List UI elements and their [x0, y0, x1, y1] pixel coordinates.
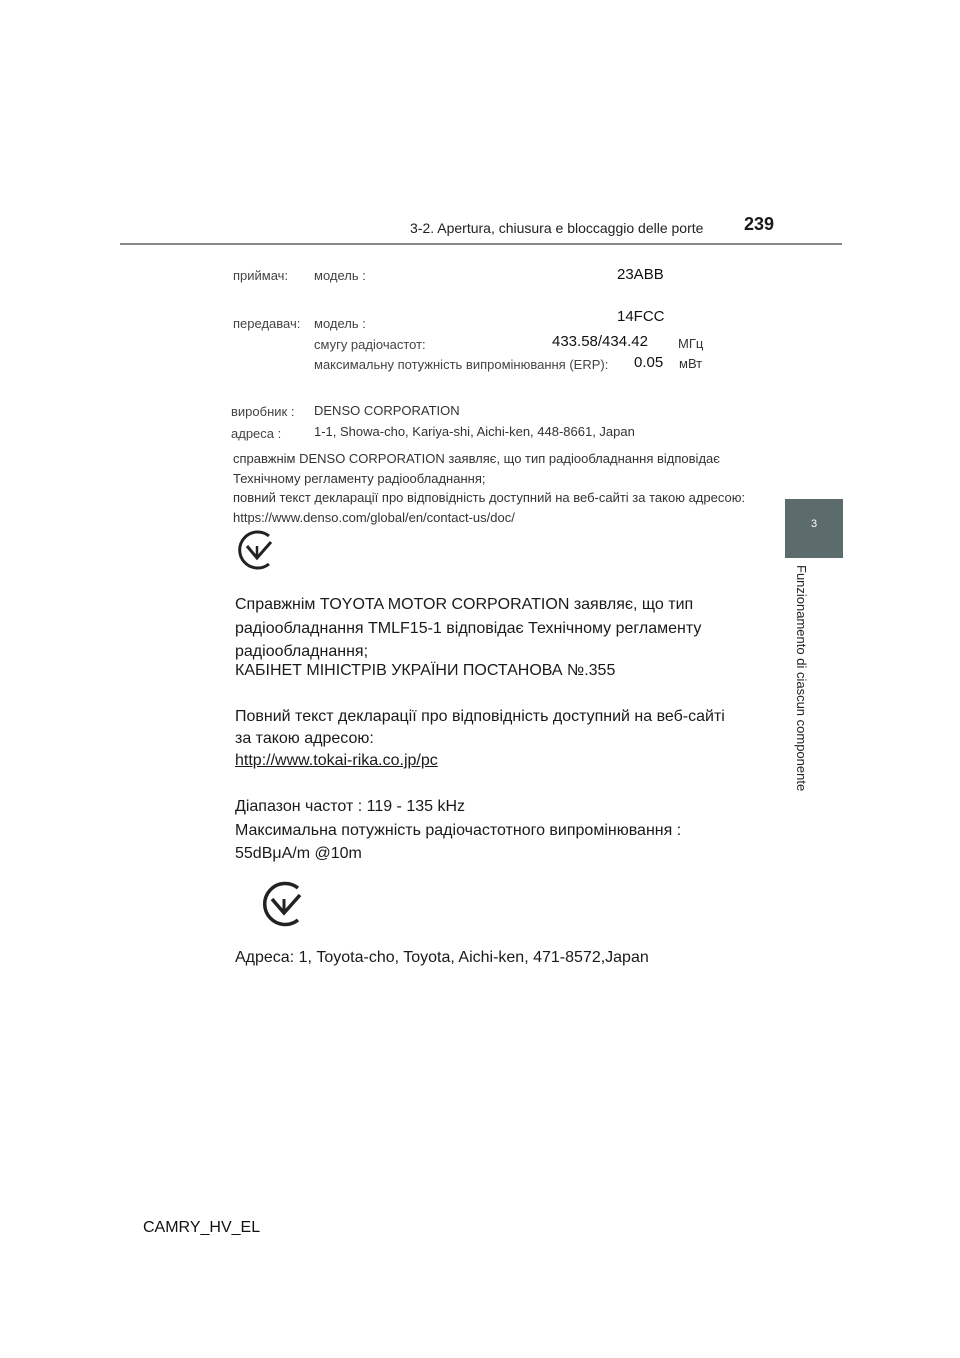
max-power-label: Максимальна потужність радіочастотного випромінювання : — [235, 822, 682, 839]
toyota-declaration-line-5: Повний текст декларації про відповідність доступний на веб-сайті — [235, 708, 725, 725]
denso-declaration-url[interactable]: https://www.denso.com/global/en/contact-us/doc/ — [233, 510, 515, 525]
transmitter-model-label: модель : — [314, 316, 366, 331]
footer-model-code: CAMRY_HV_EL — [143, 1219, 261, 1236]
maker-label: виробник : — [231, 404, 295, 419]
toyota-declaration-line-4: КАБІНЕТ МІНІСТРІВ УКРАЇНИ ПОСТАНОВА №.355 — [235, 662, 616, 679]
address-label: адреса : — [231, 426, 282, 441]
denso-declaration-line-1: справжнім DENSO CORPORATION заявляє, що тип радіообладнання відповідає — [233, 451, 720, 466]
running-header-section: 3-2. Apertura, chiusura e bloccaggio delle porte — [410, 220, 704, 236]
toyota-address: Адреса: 1, Toyota-cho, Toyota, Aichi-ken, 471-8572,Japan — [235, 949, 649, 966]
frequency-range: Діапазон частот : 119 - 135 kHz — [235, 798, 466, 815]
band-value: 433.58/434.42 — [552, 333, 648, 350]
erp-label: максимальну потужність випромінювання (ERP): — [314, 357, 609, 372]
band-label: смугу радіочастот: — [314, 337, 426, 352]
erp-unit: мВт — [679, 356, 703, 371]
maker-value: DENSO CORPORATION — [314, 403, 460, 418]
ukrainian-conformity-mark-icon — [235, 528, 279, 572]
chapter-title-vertical: Funzionamento di ciascun componente — [794, 565, 809, 792]
transmitter-label: передавач: — [233, 316, 301, 331]
page-number: 239 — [744, 214, 775, 234]
receiver-model-value: 23ABB — [617, 266, 664, 283]
chapter-tab-number: 3 — [810, 518, 818, 530]
transmitter-model-value: 14FCC — [617, 308, 665, 325]
tokai-rika-link[interactable]: http://www.tokai-rika.co.jp/pc — [235, 752, 438, 769]
header-divider — [120, 243, 842, 245]
toyota-declaration-line-2: радіообладнання TMLF15-1 відповідає Технічному регламенту — [235, 620, 702, 637]
receiver-label: приймач: — [233, 268, 289, 283]
max-power-value: 55dBμA/m @10m — [235, 845, 362, 862]
toyota-declaration-line-3: радіообладнання; — [235, 643, 369, 660]
toyota-declaration-line-6: за такою адресою: — [235, 730, 374, 747]
erp-value: 0.05 — [634, 354, 664, 371]
denso-declaration-line-2: Технічному регламенту радіообладнання; — [233, 471, 486, 486]
band-unit: МГц — [678, 336, 704, 351]
denso-declaration-line-3: повний текст декларації про відповідність доступний на веб-сайті за такою адресою: — [233, 490, 746, 505]
address-value: 1-1, Showa-cho, Kariya-shi, Aichi-ken, 448-8661, Japan — [314, 424, 635, 439]
receiver-model-label: модель : — [314, 268, 366, 283]
ukrainian-conformity-mark-icon — [259, 879, 309, 929]
toyota-declaration-line-1: Справжнім TOYOTA MOTOR CORPORATION заявляє, що тип — [235, 596, 694, 613]
